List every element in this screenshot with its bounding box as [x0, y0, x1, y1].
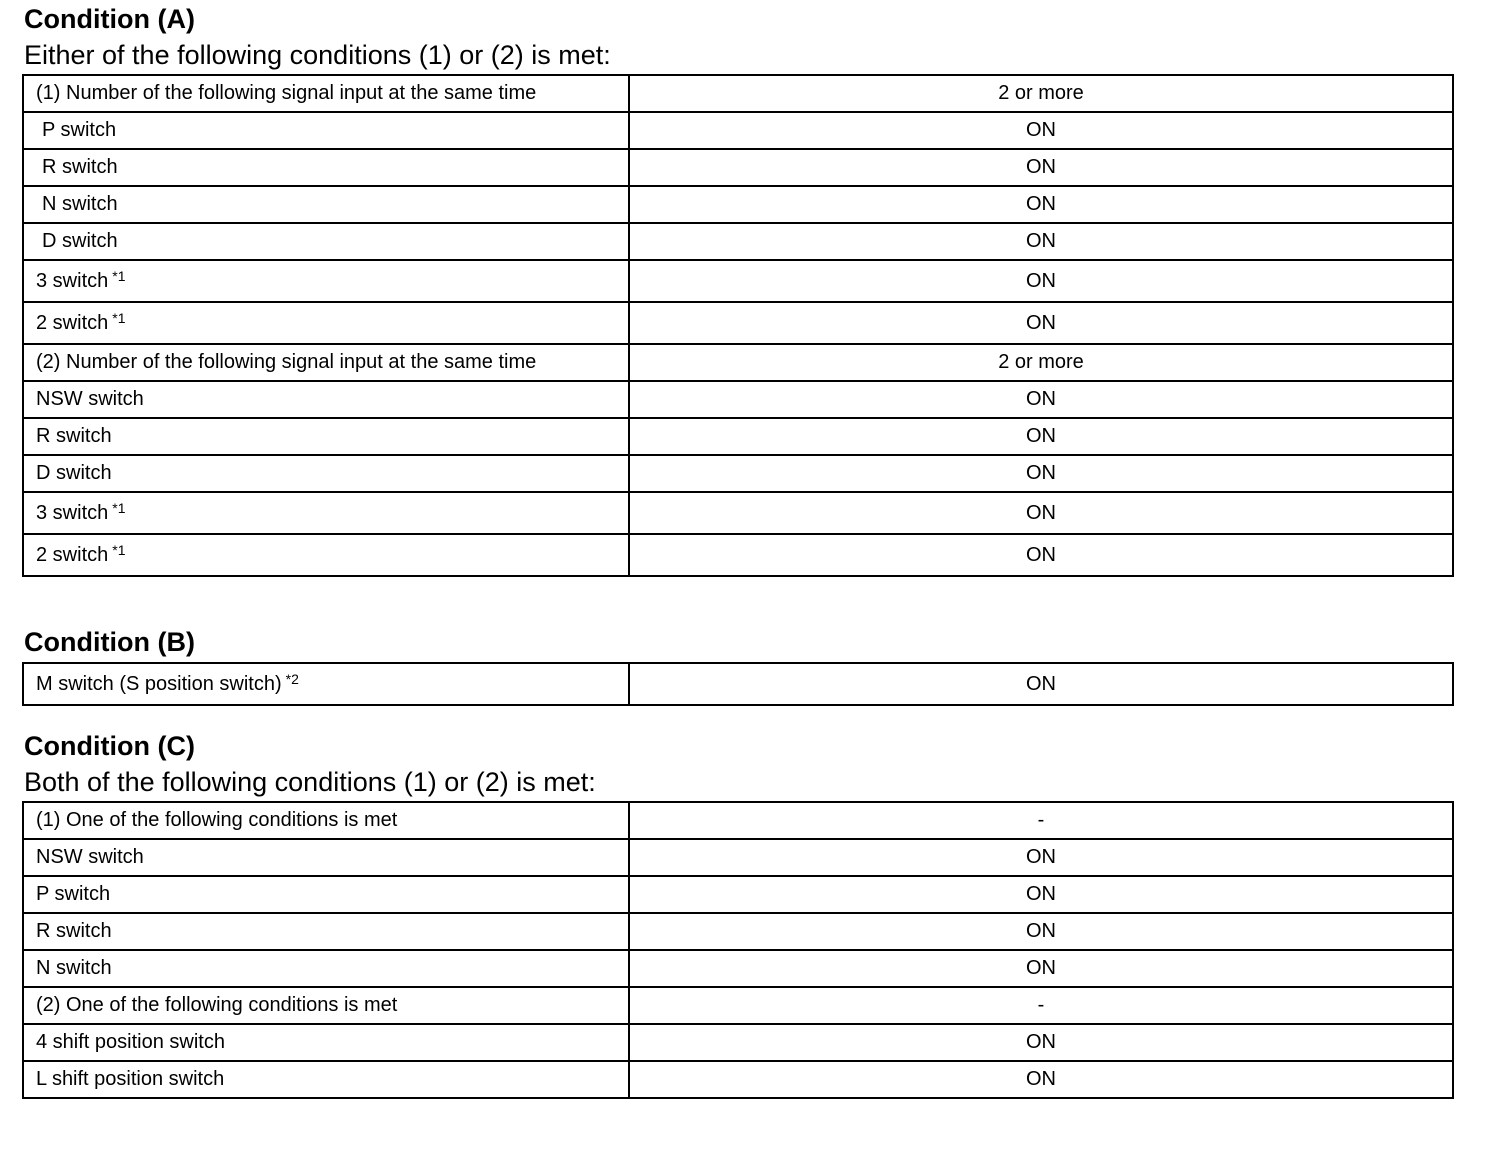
row-value: ON	[629, 839, 1453, 876]
table-row	[23, 112, 1453, 149]
row-value: ON	[629, 418, 1453, 455]
table-row	[23, 186, 1453, 223]
row-value: ON	[629, 663, 1453, 705]
table-row	[23, 1061, 1453, 1098]
row-label: P switch	[23, 876, 629, 913]
condition-a-table	[22, 74, 1454, 577]
condition-b-table	[22, 662, 1454, 706]
row-label: 3 switch	[36, 269, 109, 292]
row-value: ON	[629, 1024, 1453, 1061]
row-value: 2 or more	[629, 75, 1453, 112]
row-label: N switch	[23, 186, 629, 223]
row-label: D switch	[23, 455, 629, 492]
row-label: L shift position switch	[23, 1061, 629, 1098]
row-label-cell	[23, 534, 629, 576]
row-value: -	[629, 802, 1453, 839]
row-value: ON	[629, 302, 1453, 344]
row-value: ON	[629, 876, 1453, 913]
row-value: ON	[629, 455, 1453, 492]
row-label-cell	[23, 492, 629, 534]
footnote-marker: *1	[112, 309, 126, 326]
row-label: P switch	[23, 112, 629, 149]
footnote-marker: *1	[112, 541, 126, 558]
row-label: (1) Number of the following signal input at the same time	[23, 75, 629, 112]
table-row	[23, 839, 1453, 876]
table-row	[23, 987, 1453, 1024]
row-label: NSW switch	[23, 381, 629, 418]
row-label: M switch (S position switch)	[36, 672, 282, 695]
table-row	[23, 344, 1453, 381]
table-row	[23, 455, 1453, 492]
footnote-marker: *1	[112, 499, 126, 516]
row-label: R switch	[23, 913, 629, 950]
table-row	[23, 75, 1453, 112]
row-label: (2) One of the following conditions is met	[23, 987, 629, 1024]
row-value: ON	[629, 1061, 1453, 1098]
row-value: ON	[629, 112, 1453, 149]
table-row	[23, 418, 1453, 455]
row-label: 3 switch	[36, 501, 109, 524]
table-row	[23, 149, 1453, 186]
table-row	[23, 663, 1453, 705]
row-label: 2 switch	[36, 311, 109, 334]
condition-c-subtitle: Both of the following conditions (1) or (2) is met:	[24, 767, 596, 797]
row-value: ON	[629, 950, 1453, 987]
row-value: ON	[629, 492, 1453, 534]
table-row	[23, 260, 1453, 302]
row-label: NSW switch	[23, 839, 629, 876]
row-label-cell	[23, 663, 629, 705]
row-label: 4 shift position switch	[23, 1024, 629, 1061]
row-value: ON	[629, 223, 1453, 260]
table-row	[23, 950, 1453, 987]
row-label: (1) One of the following conditions is met	[23, 802, 629, 839]
row-label: D switch	[23, 223, 629, 260]
table-row	[23, 913, 1453, 950]
row-value: 2 or more	[629, 344, 1453, 381]
condition-c-title: Condition (C)	[24, 731, 195, 761]
row-value: ON	[629, 913, 1453, 950]
table-row	[23, 381, 1453, 418]
footnote-marker: *1	[112, 267, 126, 284]
row-value: ON	[629, 381, 1453, 418]
table-row	[23, 223, 1453, 260]
row-value: ON	[629, 260, 1453, 302]
row-value: ON	[629, 149, 1453, 186]
condition-b-title: Condition (B)	[24, 627, 195, 657]
condition-c-table	[22, 801, 1454, 1099]
table-row	[23, 534, 1453, 576]
row-value: ON	[629, 534, 1453, 576]
row-label: R switch	[23, 418, 629, 455]
table-row	[23, 1024, 1453, 1061]
table-row	[23, 492, 1453, 534]
condition-a-title: Condition (A)	[24, 4, 195, 34]
row-label: N switch	[23, 950, 629, 987]
row-value: -	[629, 987, 1453, 1024]
table-row	[23, 302, 1453, 344]
row-value: ON	[629, 186, 1453, 223]
row-label-cell	[23, 260, 629, 302]
row-label: 2 switch	[36, 543, 109, 566]
row-label: (2) Number of the following signal input at the same time	[23, 344, 629, 381]
table-row	[23, 876, 1453, 913]
row-label-cell	[23, 302, 629, 344]
footnote-marker: *2	[285, 670, 299, 687]
table-row	[23, 802, 1453, 839]
condition-a-subtitle: Either of the following conditions (1) or (2) is met:	[24, 40, 611, 70]
row-label: R switch	[23, 149, 629, 186]
